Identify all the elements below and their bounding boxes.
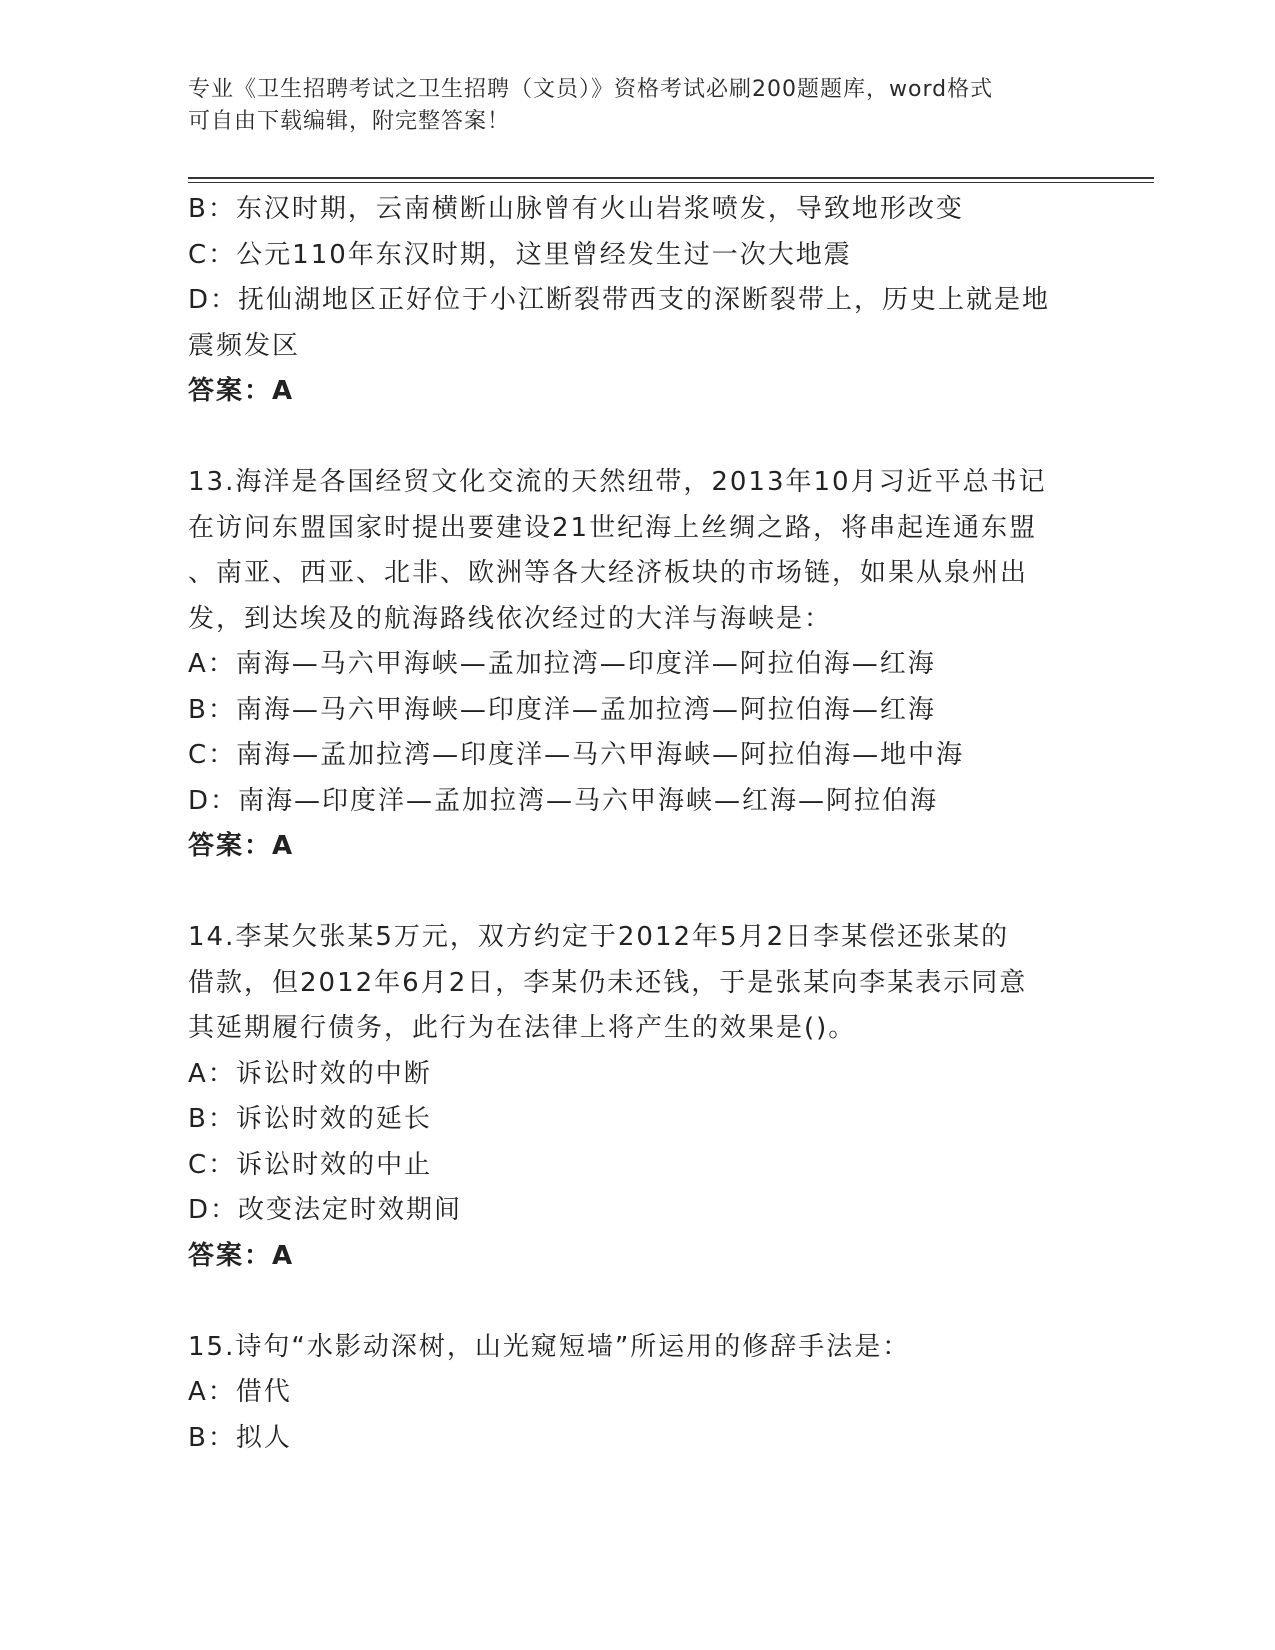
option-d: D：改变法定时效期间 bbox=[188, 1195, 463, 1225]
question-stem: 其延期履行债务，此行为在法律上将产生的效果是()。 bbox=[188, 1013, 857, 1043]
answer: 答案：A bbox=[188, 376, 295, 406]
answer: 答案：A bbox=[188, 831, 295, 861]
question-stem: 13.海洋是各国经贸文化交流的天然纽带，2013年10月习近平总书记 bbox=[188, 467, 1047, 497]
option-c: C：南海—孟加拉湾—印度洋—马六甲海峡—阿拉伯海—地中海 bbox=[188, 740, 965, 770]
question-stem: 在访问东盟国家时提出要建设21世纪海上丝绸之路，将串起连通东盟 bbox=[188, 512, 1038, 543]
option-d: D：抚仙湖地区正好位于小江断裂带西支的深断裂带上，历史上就是地 bbox=[188, 285, 1051, 315]
question-stem: 、南亚、西亚、北非、欧洲等各大经济板块的市场链，如果从泉州出 bbox=[188, 558, 1029, 588]
option-a: A：借代 bbox=[188, 1377, 292, 1407]
header-title-line-2: 可自由下载编辑，附完整答案！ bbox=[188, 109, 511, 134]
question-stem: 14.李某欠张某5万元，双方约定于2012年5月2日李某偿还张某的 bbox=[188, 922, 1010, 952]
question-15 bbox=[188, 1325, 1078, 1462]
option-b: B：南海—马六甲海峡—印度洋—孟加拉湾—阿拉伯海—红海 bbox=[188, 694, 936, 725]
question-13 bbox=[188, 460, 1078, 870]
option-b: B：东汉时期，云南横断山脉曾有火山岩浆喷发，导致地形改变 bbox=[188, 194, 964, 224]
option-d: D：南海—印度洋—孟加拉湾—马六甲海峡—红海—阿拉伯海 bbox=[188, 785, 939, 816]
answer: 答案：A bbox=[188, 1240, 295, 1271]
question-stem: 借款，但2012年6月2日，李某仍未还钱，于是张某向李某表示同意 bbox=[188, 967, 1028, 998]
option-a: A：南海—马六甲海峡—孟加拉湾—印度洋—阿拉伯海—红海 bbox=[188, 649, 936, 679]
question-content bbox=[188, 187, 1078, 1461]
header-divider bbox=[188, 177, 1154, 183]
option-b: B：诉讼时效的延长 bbox=[188, 1104, 432, 1134]
option-a: A：诉讼时效的中断 bbox=[188, 1058, 432, 1089]
header-title-line-1: 专业《卫生招聘考试之卫生招聘（文员）》资格考试必刷200题题库，word格式 bbox=[188, 77, 994, 102]
question-14 bbox=[188, 915, 1078, 1279]
page-header bbox=[188, 74, 1068, 138]
option-c: C：公元110年东汉时期，这里曾经发生过一次大地震 bbox=[188, 239, 852, 270]
option-b: B：拟人 bbox=[188, 1422, 292, 1453]
option-d-continuation: 震频发区 bbox=[188, 330, 301, 361]
question-stem: 15.诗句“水影动深树，山光窥短墙”所运用的修辞手法是： bbox=[188, 1331, 911, 1362]
question-12 bbox=[188, 187, 1078, 415]
option-c: C：诉讼时效的中止 bbox=[188, 1149, 433, 1180]
question-stem: 发，到达埃及的航海路线依次经过的大洋与海峡是： bbox=[188, 603, 833, 634]
